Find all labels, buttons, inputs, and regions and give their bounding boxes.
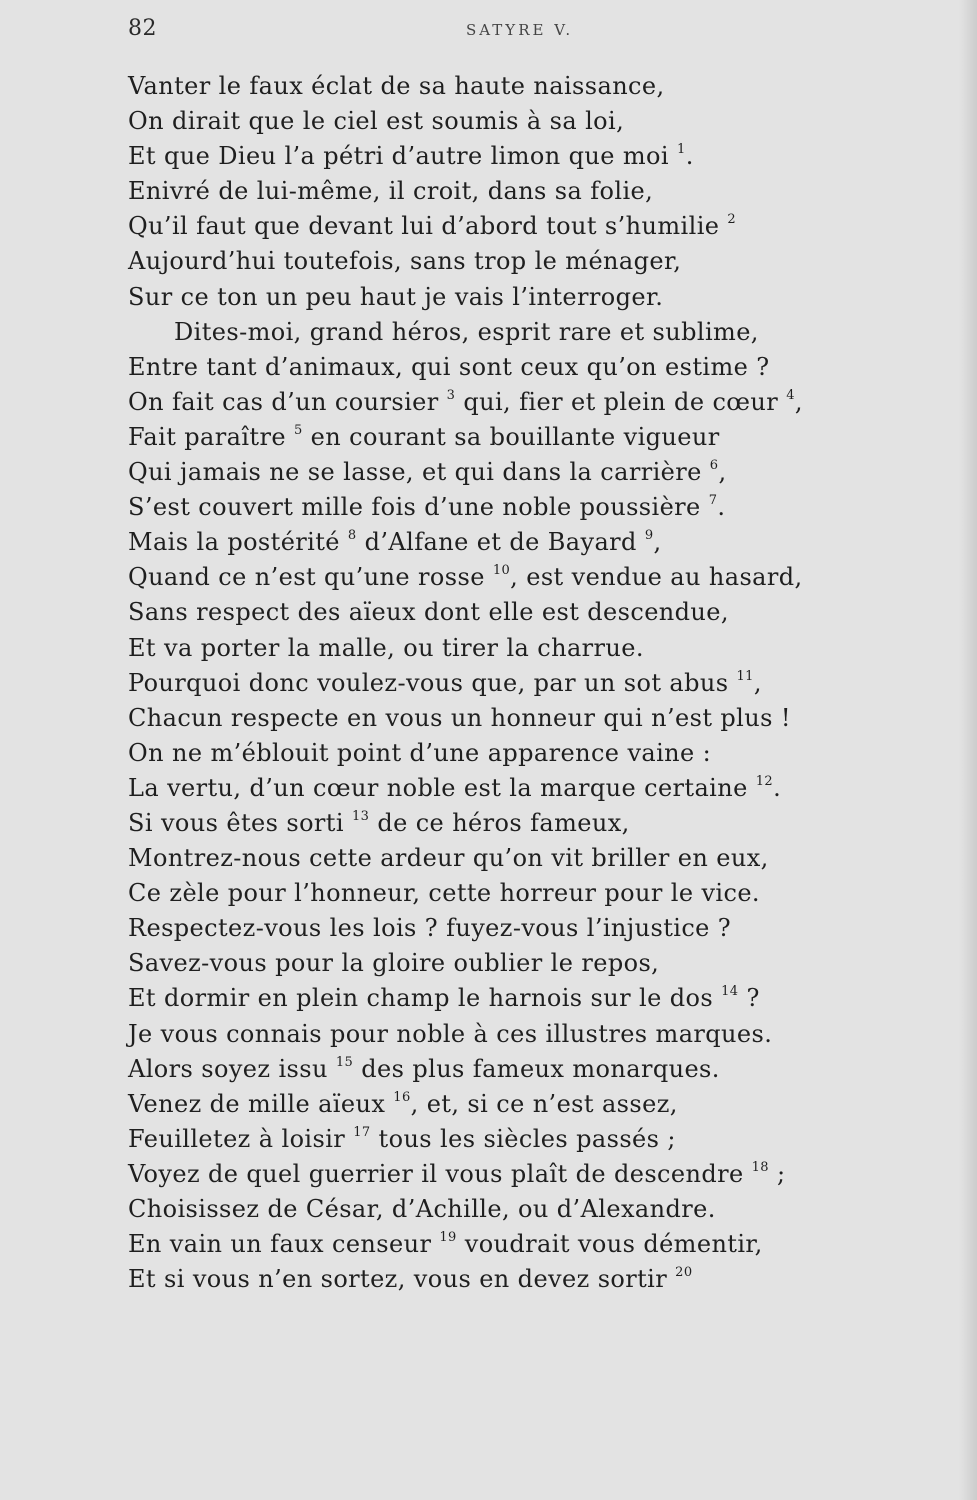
verse-line: [128, 946, 938, 981]
verse-text-continued: .: [773, 773, 782, 802]
footnote-marker: 18: [751, 1159, 769, 1175]
verse-line: [128, 385, 938, 420]
footnote-marker: 4: [786, 387, 795, 403]
verse-line: [128, 420, 938, 455]
verse-line: [128, 1157, 938, 1192]
verse-line: [128, 69, 938, 104]
verse-line: [128, 701, 938, 736]
verse-text: Chacun respecte en vous un honneur qui n’est plus !: [128, 703, 791, 732]
verse-text-continued: ,: [718, 458, 727, 487]
verse-text: Qu’il faut que devant lui d’abord tout s’humilie: [128, 212, 720, 241]
verse-text-continued: d’Alfane et de Bayard: [356, 528, 637, 557]
footnote-marker: 15: [335, 1054, 354, 1070]
verse-line: [128, 911, 938, 946]
running-head: SATYRE V.: [466, 21, 574, 39]
verse-text: Et que Dieu l’a pétri d’autre limon que moi: [128, 142, 669, 171]
verse-line: [128, 560, 938, 595]
verse-text: Et dormir en plein champ le harnois sur le dos: [128, 984, 714, 1013]
verse-line: [128, 280, 938, 315]
verse-line: [128, 1227, 938, 1262]
verse-text-continued: .: [717, 493, 726, 522]
verse-line: [128, 1122, 938, 1157]
verse-line: [128, 595, 938, 630]
verse-text: Sur ce ton un peu haut je vais l’interroger.: [128, 282, 664, 311]
verse-text-continued: qui, fier et plein de cœur: [455, 387, 779, 416]
verse-text: En vain un faux censeur: [128, 1230, 432, 1259]
verse-text: Alors soyez issu: [128, 1054, 328, 1083]
verse-line: [128, 1262, 938, 1297]
verse-line: [128, 350, 938, 385]
verse-text: Venez de mille aïeux: [128, 1089, 386, 1118]
verse-text: Ce zèle pour l’honneur, cette horreur pour le vice.: [128, 879, 760, 908]
verse-text-continued: , est vendue au hasard,: [510, 563, 803, 592]
verse-text: Qui jamais ne se lasse, et qui dans la carrière: [128, 458, 702, 487]
footnote-marker: 3: [446, 387, 456, 403]
verse-text: Pourquoi donc voulez-vous que, par un sot abus: [128, 668, 729, 697]
verse-text: Vanter le faux éclat de sa haute naissance,: [128, 72, 665, 100]
footnote-marker: 17: [353, 1124, 371, 1140]
verse-text: Dites-moi, grand héros, esprit rare et sublime,: [174, 317, 759, 346]
verse-text: On fait cas d’un coursier: [128, 387, 439, 416]
verse-text-continued: ;: [768, 1159, 786, 1188]
verse-text: Respectez-vous les lois ? fuyez-vous l’injustice ?: [128, 914, 732, 943]
footnote-marker: 9: [644, 528, 654, 544]
footnote-marker: 14: [721, 984, 739, 1000]
footnote-marker: 8: [347, 528, 357, 544]
verse-text: Aujourd’hui toutefois, sans trop le ménager,: [128, 247, 682, 276]
verse-line: [128, 631, 938, 666]
verse-line: [128, 1192, 938, 1227]
verse-line: [128, 104, 938, 139]
verse-text: Enivré de lui-même, il croit, dans sa folie,: [128, 177, 654, 206]
verse-text: Je vous connais pour noble à ces illustres marques.: [128, 1019, 773, 1048]
footnote-marker: 2: [727, 212, 737, 228]
poem-text: [128, 69, 938, 1297]
verse-text: Entre tant d’animaux, qui sont ceux qu’on estime ?: [128, 352, 770, 381]
footnote-marker: 6: [709, 458, 719, 474]
footnote-marker: 16: [393, 1089, 411, 1105]
verse-text: On ne m’éblouit point d’une apparence vaine :: [128, 738, 712, 767]
verse-text-continued: .: [685, 142, 694, 171]
verse-line: [128, 490, 938, 525]
verse-text: Savez-vous pour la gloire oublier le repos,: [128, 949, 660, 978]
verse-line: [128, 209, 938, 244]
verse-line: [128, 736, 938, 771]
footnote-marker: 13: [351, 808, 370, 824]
verse-line: [128, 841, 938, 876]
verse-text-continued: des plus fameux monarques.: [353, 1054, 720, 1083]
verse-line: [128, 1052, 938, 1087]
verse-text-continued: , et, si ce n’est assez,: [410, 1089, 678, 1118]
footnote-marker: 10: [492, 563, 511, 579]
verse-line: [128, 1017, 938, 1052]
verse-text-continued: ,: [653, 528, 662, 557]
footnote-marker: 5: [293, 422, 303, 438]
verse-text-continued: ,: [794, 387, 803, 416]
page-header: [128, 16, 937, 50]
verse-text: Voyez de quel guerrier il vous plaît de descendre: [128, 1159, 744, 1188]
verse-line: [128, 525, 938, 560]
verse-line: [128, 981, 938, 1016]
page-edge-shadow: [959, 0, 977, 1500]
verse-text: Et si vous n’en sortez, vous en devez sortir: [128, 1265, 668, 1294]
verse-text: Mais la postérité: [128, 528, 340, 557]
verse-text: S’est couvert mille fois d’une noble poussière: [128, 493, 701, 522]
verse-text: Montrez-nous cette ardeur qu’on vit briller en eux,: [128, 844, 769, 873]
verse-line: [128, 806, 938, 841]
page-number: 82: [128, 16, 157, 41]
verse-text: Et va porter la malle, ou tirer la charrue.: [128, 633, 644, 662]
footnote-marker: 1: [677, 142, 686, 158]
verse-text-continued: ?: [738, 984, 760, 1013]
verse-text: On dirait que le ciel est soumis à sa loi,: [128, 107, 625, 136]
verse-line: [128, 666, 938, 701]
footnote-marker: 11: [736, 668, 754, 684]
verse-line: [128, 174, 938, 209]
verse-text-continued: tous les siècles passés ;: [370, 1124, 676, 1153]
footnote-marker: 20: [675, 1265, 693, 1281]
verse-line: [128, 771, 938, 806]
footnote-marker: 7: [708, 493, 718, 509]
verse-text-continued: voudrait vous démentir,: [456, 1230, 763, 1259]
verse-line: [128, 455, 938, 490]
verse-line: [128, 139, 938, 174]
verse-text: Choisissez de César, d’Achille, ou d’Alexandre.: [128, 1195, 716, 1223]
footnote-marker: 19: [439, 1230, 457, 1246]
verse-text: Feuilletez à loisir: [128, 1124, 346, 1153]
verse-text: Sans respect des aïeux dont elle est descendue,: [128, 598, 729, 627]
verse-text: Si vous êtes sorti: [128, 808, 344, 837]
verse-text: La vertu, d’un cœur noble est la marque certaine: [128, 773, 748, 802]
verse-text-continued: ,: [753, 668, 762, 697]
verse-line: [128, 244, 938, 279]
footnote-marker: 12: [755, 773, 774, 789]
verse-line: [128, 876, 938, 911]
verse-line: [128, 315, 938, 350]
verse-line: [128, 1087, 938, 1122]
verse-text: Fait paraître: [128, 422, 286, 451]
verse-text: Quand ce n’est qu’une rosse: [128, 563, 485, 592]
verse-text-continued: en courant sa bouillante vigueur: [302, 422, 720, 451]
verse-text-continued: de ce héros fameux,: [369, 808, 630, 837]
